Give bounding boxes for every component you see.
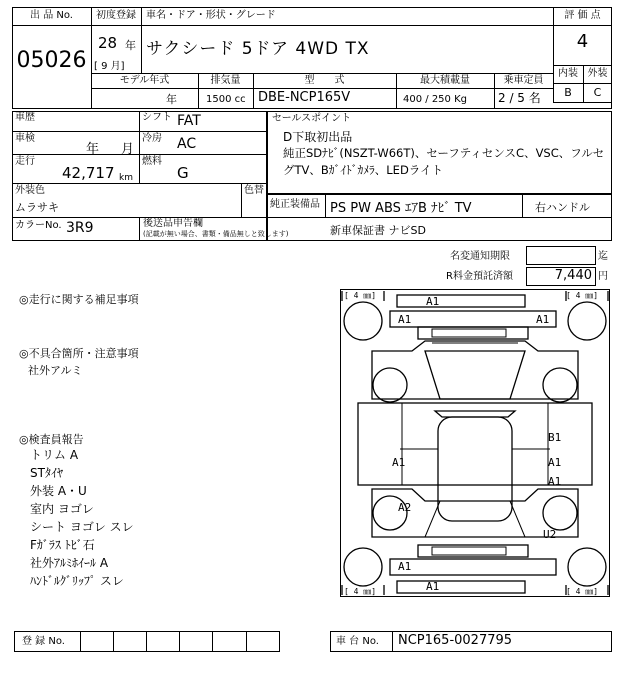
damage-left-rear: A2 [398, 501, 412, 514]
color-change-label: 色替 [244, 185, 264, 196]
color-label: 外装色 [15, 185, 45, 196]
shift-label: シフト [142, 112, 172, 123]
model-year-label: モデル年式 [119, 75, 170, 86]
notice-label: 名変通知期限 [450, 251, 510, 262]
fuel-value: G [177, 164, 189, 182]
car-outline [340, 289, 610, 597]
report-line-1: トリム A [30, 448, 79, 462]
report-line-3: 外装 A・U [30, 484, 87, 498]
tire-depth-rear-right: [ 4 ㎜] [566, 587, 599, 596]
report-line-5: シート ヨゴレ スレ [30, 520, 134, 534]
model-type: DBE-NCP165V [258, 90, 351, 105]
exterior-grade: C [593, 86, 602, 99]
type-label: 型 式 [304, 75, 345, 86]
chassis-label: 車 台 No. [336, 636, 379, 647]
handle-value: 右ハンドル [535, 201, 590, 214]
inspector-label: ◎検査員報告 [19, 433, 84, 446]
equipment-label: 純正装備品 [270, 199, 320, 210]
interior-grade: B [564, 86, 572, 99]
report-line-6: Fｶﾞﾗｽ ﾄﾋﾞ石 [30, 538, 95, 552]
first-reg-month: [ 9 月] [94, 61, 125, 72]
warranty-value: 新車保証書 ナビSD [330, 224, 426, 237]
ac-label: 冷房 [142, 133, 162, 144]
damage-rear-bumper: A1 [426, 580, 440, 593]
report-line-7: 社外ｱﾙﾐﾎｲｰﾙ A [30, 556, 109, 570]
exterior-label: 外装 [587, 68, 608, 79]
inspection-year: 年 [86, 142, 100, 157]
report-line-8: ﾊﾝﾄﾞﾙｸﾞﾘｯﾌﾟ スレ [30, 574, 124, 588]
inspection-month: 月 [121, 142, 135, 157]
defects-label: ◎不具合箇所・注意事項 [19, 347, 139, 360]
damage-front-left: A1 [398, 313, 412, 326]
damage-rear-left: A1 [398, 560, 412, 573]
inspection-label: 車検 [15, 133, 35, 144]
driving-label: ◎走行に関する補足事項 [19, 293, 139, 306]
sales-label: セールスポイント [272, 113, 352, 124]
sales-line-3: グTV、Bｶﾞｲﾄﾞｶﾒﾗ、LEDライト [283, 163, 443, 177]
lot-no: 05026 [16, 48, 87, 73]
defects-value: 社外アルミ [28, 364, 83, 377]
damage-right-rear: U2 [543, 528, 557, 541]
lot-no-label: 出 品 No. [30, 10, 73, 21]
score: 4 [576, 31, 589, 52]
capacity: 2 / 5 名 [498, 91, 541, 105]
car-name: サクシード 5ドア 4WD TX [146, 39, 370, 59]
notice-box [526, 246, 596, 265]
history-label: 車歴 [15, 112, 35, 123]
notice-unit: 迄 [598, 251, 608, 262]
tire-depth-front-right: [ 4 ㎜] [566, 291, 599, 300]
tire-depth-rear-left: [ 4 ㎜] [344, 587, 377, 596]
ac-value: AC [177, 136, 197, 152]
damage-right-b1: B1 [548, 431, 562, 444]
first-reg-year: 28 [98, 34, 118, 52]
fuel-label: 燃料 [142, 156, 162, 167]
score-label: 評 価 点 [564, 10, 601, 21]
first-reg-label: 初度登録 [96, 10, 136, 21]
color-value: ムラサキ [15, 201, 59, 214]
sales-line-1: D下取初出品 [283, 130, 353, 144]
report-line-4: 室内 ヨゴレ [30, 502, 94, 516]
car-label: 車名・ドア・形状・グレード [146, 10, 276, 21]
displacement-label: 排気量 [210, 75, 241, 86]
color-no: 3R9 [66, 220, 94, 236]
damage-left-door: A1 [392, 456, 406, 469]
model-year-unit: 年 [166, 93, 177, 106]
recycle-value: 7,440 [554, 268, 592, 283]
capacity-label: 乗車定員 [503, 75, 544, 86]
max-load: 400 / 250 Kg [403, 94, 467, 105]
docs-label: 後送品申告欄 [143, 218, 203, 229]
chassis-no: NCP165-0027795 [398, 633, 513, 648]
tire-depth-front-left: [ 4 ㎜] [344, 291, 377, 300]
damage-right-a1-lower: A1 [548, 475, 562, 488]
docs-note: (記載が無い場合、書類・備品無しと致します) [143, 230, 289, 238]
mileage-unit: km [119, 173, 133, 183]
damage-right-a1-upper: A1 [548, 456, 562, 469]
equipment-value: PS PW ABS ｴｱB ﾅﾋﾞ TV [330, 201, 472, 216]
max-load-label: 最大積載量 [420, 75, 470, 86]
first-reg-year-unit: 年 [125, 39, 136, 52]
damage-front-right: A1 [536, 313, 550, 326]
sales-line-2: 純正SDﾅﾋﾞ(NSZT-W66T)、セーフティセンスC、VSC、フルセ [283, 146, 605, 160]
interior-label: 内装 [558, 68, 578, 79]
displacement: 1500 cc [206, 94, 246, 105]
damage-front-bumper: A1 [426, 295, 440, 308]
car-damage-diagram [340, 289, 610, 597]
recycle-unit: 円 [598, 271, 608, 282]
shift-value: FAT [177, 113, 201, 129]
color-no-label: カラーNo. [15, 220, 62, 231]
report-line-2: STﾀｲﾔ [30, 466, 63, 480]
mileage-label: 走行 [15, 156, 35, 167]
recycle-label: R料金預託済額 [446, 271, 513, 282]
mileage-value: 42,717 [62, 164, 115, 182]
reg-no-label: 登 録 No. [22, 636, 65, 647]
